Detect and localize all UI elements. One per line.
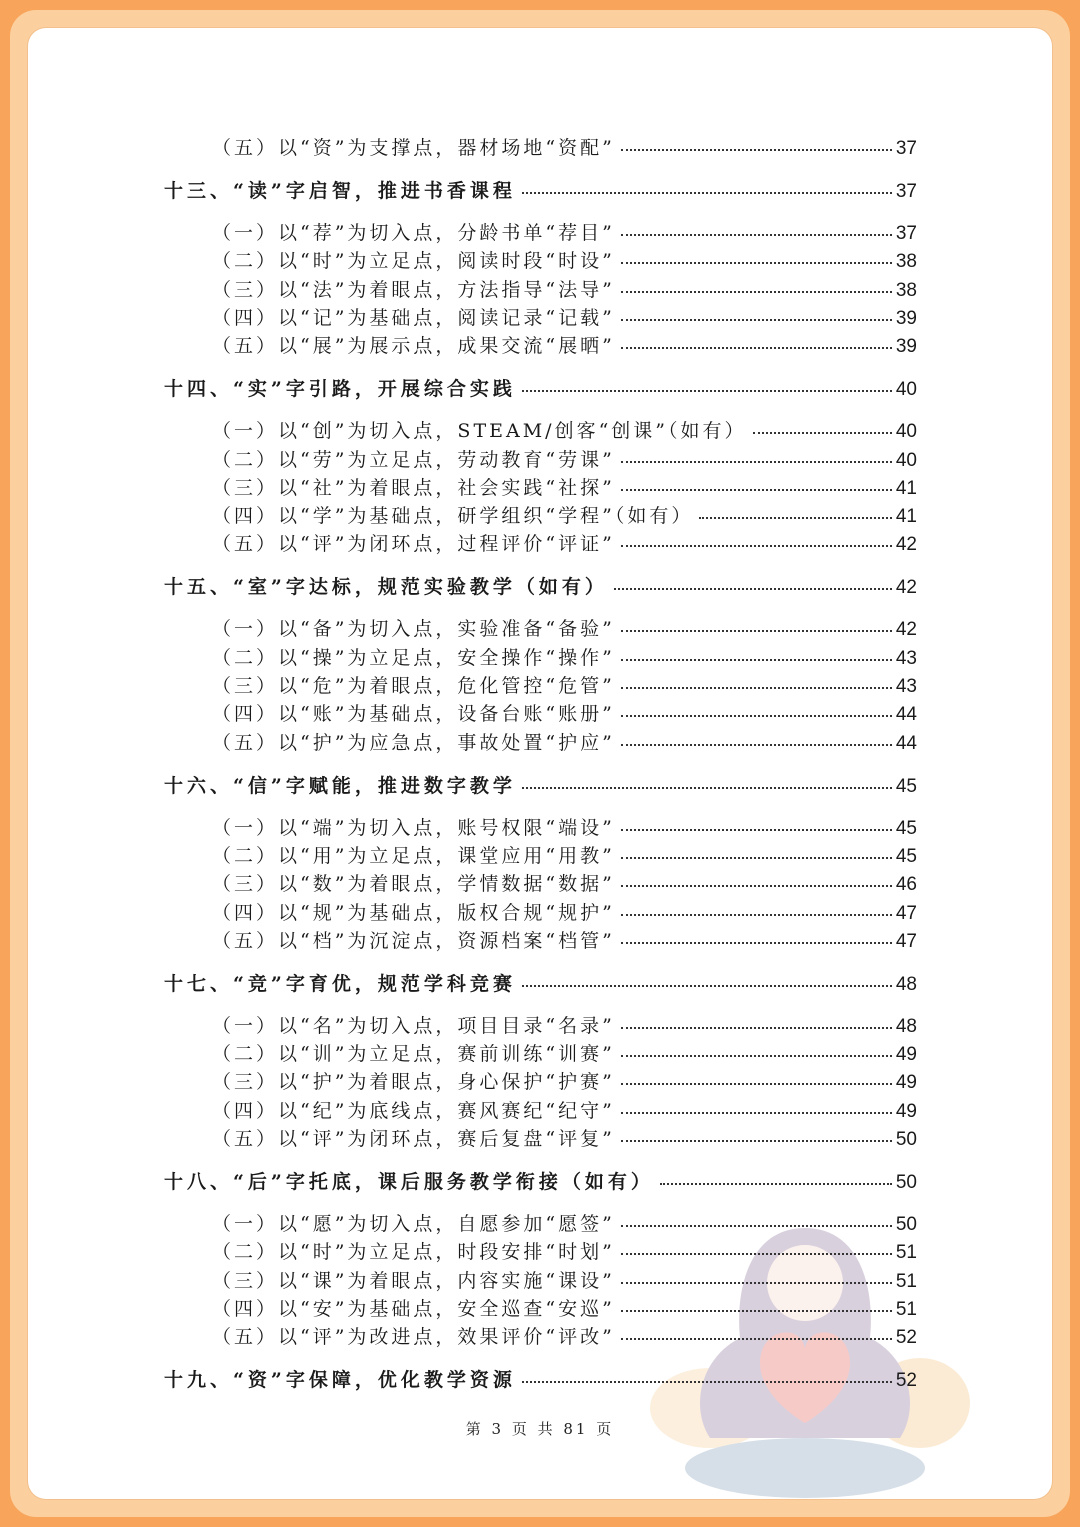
toc-entry-title: （四）以“安”为基础点，安全巡查“安巡” <box>212 1297 615 1320</box>
dot-leader <box>621 626 892 632</box>
toc-section-entry[interactable] <box>212 1039 917 1066</box>
toc-entry-page: 41 <box>895 506 917 528</box>
toc-chapter-entry[interactable] <box>164 176 917 203</box>
dot-leader <box>621 853 892 859</box>
toc-entry-title: （五）以“护”为应急点，事故处置“护应” <box>212 731 615 754</box>
toc-entry-title: （二）以“时”为立足点，阅读时段“时设” <box>212 250 615 273</box>
toc-entry-title: （三）以“法”为着眼点，方法指导“法导” <box>212 278 615 301</box>
document-page <box>28 28 1052 1499</box>
toc-entry-title: 十三、“读”字启智，推进书香课程 <box>164 180 516 202</box>
toc-section-entry[interactable] <box>212 1011 917 1038</box>
toc-entry-page: 47 <box>895 930 917 952</box>
toc-entry-title: 十九、“资”字保障，优化教学资源 <box>164 1369 516 1392</box>
toc-entry-page: 48 <box>895 973 917 995</box>
toc-entry-title: （一）以“创”为切入点，STEAM/创客“创课”（如有） <box>212 420 747 443</box>
toc-entry-page: 43 <box>895 676 917 697</box>
toc-entry-page: 51 <box>895 1270 917 1292</box>
dot-leader <box>621 1051 892 1057</box>
toc-section-entry[interactable] <box>212 501 917 528</box>
toc-entry-title: （一）以“备”为切入点，实验准备“备验” <box>212 618 615 641</box>
dot-leader <box>621 1278 892 1284</box>
toc-section-entry[interactable] <box>212 671 917 698</box>
toc-entry-page: 42 <box>895 619 917 641</box>
toc-section-entry[interactable] <box>212 1294 917 1321</box>
dot-leader <box>621 343 892 349</box>
dot-leader <box>621 457 892 463</box>
toc-entry-page: 50 <box>895 1214 917 1235</box>
dot-leader <box>621 881 892 887</box>
toc-section-entry[interactable] <box>212 1237 917 1264</box>
dot-leader <box>621 910 892 916</box>
toc-section-entry[interactable] <box>212 133 917 160</box>
toc-entry-title: （一）以“荐”为切入点，分龄书单“荐目” <box>212 222 615 244</box>
toc-section-entry[interactable] <box>212 869 917 896</box>
dot-leader <box>621 1334 892 1340</box>
toc-entry-page: 42 <box>895 534 917 556</box>
dot-leader <box>621 655 892 661</box>
toc-entry-page: 49 <box>895 1100 917 1122</box>
toc-entry-page: 51 <box>895 1242 917 1264</box>
toc-section-entry[interactable] <box>212 1067 917 1094</box>
toc-entry-page: 45 <box>895 775 917 797</box>
toc-section-entry[interactable] <box>212 1266 917 1293</box>
toc-section-entry[interactable] <box>212 218 917 245</box>
dot-leader <box>621 315 892 321</box>
dot-leader <box>621 1023 892 1029</box>
toc-section-entry[interactable] <box>212 331 917 358</box>
dot-leader <box>522 386 892 392</box>
toc-chapter-entry[interactable] <box>164 572 917 599</box>
toc-entry-title: （五）以“评”为改进点，效果评价“评改” <box>212 1326 615 1349</box>
dot-leader <box>621 258 892 264</box>
dot-leader <box>621 485 892 491</box>
toc-entry-page: 46 <box>895 874 917 896</box>
toc-entry-title: （一）以“愿”为切入点，自愿参加“愿签” <box>212 1213 615 1235</box>
toc-entry-title: 十八、“后”字托底，课后服务教学衔接（如有） <box>164 1171 654 1193</box>
toc-entry-title: （二）以“训”为立足点，赛前训练“训赛” <box>212 1043 615 1066</box>
toc-entry-title: 十六、“信”字赋能，推进数字教学 <box>164 774 516 797</box>
dot-leader <box>621 740 892 746</box>
toc-entry-title: （二）以“操”为立足点，安全操作“操作” <box>212 646 615 669</box>
dot-leader <box>753 428 892 434</box>
toc-section-entry[interactable] <box>212 275 917 302</box>
dot-leader <box>621 230 892 236</box>
toc-entry-page: 40 <box>895 379 917 401</box>
dot-leader <box>614 584 892 590</box>
dot-leader <box>621 1306 892 1312</box>
toc-section-entry[interactable] <box>212 699 917 726</box>
toc-section-entry[interactable] <box>212 898 917 925</box>
toc-entry-page: 49 <box>895 1044 917 1066</box>
dot-leader <box>522 1377 892 1383</box>
toc-entry-page: 41 <box>895 477 917 499</box>
dot-leader <box>621 1079 892 1085</box>
toc-entry-page: 37 <box>895 181 917 202</box>
dot-leader <box>621 145 892 151</box>
toc-section-entry[interactable] <box>212 643 917 670</box>
toc-entry-title: （四）以“纪”为底线点，赛风赛纪“纪守” <box>212 1099 615 1122</box>
toc-entry-page: 39 <box>895 307 917 329</box>
toc-entry-title: （四）以“规”为基础点，版权合规“规护” <box>212 901 615 924</box>
toc-section-entry[interactable] <box>212 445 917 472</box>
toc-entry-page: 42 <box>895 577 917 599</box>
dot-leader <box>621 1108 892 1114</box>
toc-entry-title: （三）以“课”为着眼点，内容实施“课设” <box>212 1269 615 1292</box>
toc-section-entry[interactable] <box>212 841 917 868</box>
toc-entry-page: 48 <box>895 1015 917 1037</box>
toc-section-entry[interactable] <box>212 1096 917 1123</box>
toc-entry-title: （一）以“名”为切入点，项目目录“名录” <box>212 1014 615 1037</box>
toc-entry-title: 十四、“实”字引路，开展综合实践 <box>164 378 516 401</box>
toc-entry-page: 47 <box>895 902 917 924</box>
toc-entry-page: 43 <box>895 647 917 669</box>
toc-entry-title: （四）以“记”为基础点，阅读记录“记载” <box>212 306 615 329</box>
toc-section-entry[interactable] <box>212 926 917 953</box>
toc-entry-page: 52 <box>895 1370 917 1392</box>
toc-section-entry[interactable] <box>212 303 917 330</box>
toc-section-entry[interactable] <box>212 416 917 443</box>
toc-entry-page: 50 <box>895 1129 917 1150</box>
toc-entry-page: 50 <box>895 1172 917 1193</box>
toc-entry-title: （五）以“展”为展示点，成果交流“展晒” <box>212 335 615 358</box>
toc-section-entry[interactable] <box>212 473 917 500</box>
page-footer: 第 3 页 共 81 页 <box>465 1420 615 1438</box>
dot-leader <box>621 683 892 689</box>
dot-leader <box>522 188 892 194</box>
toc-section-entry[interactable] <box>212 614 917 641</box>
dot-leader <box>621 1136 892 1142</box>
toc-entry-title: （二）以“劳”为立足点，劳动教育“劳课” <box>212 448 615 471</box>
toc-section-entry[interactable] <box>212 1209 917 1236</box>
toc-entry-page: 44 <box>895 704 917 726</box>
toc-entry-title: （三）以“危”为着眼点，危化管控“危管” <box>212 675 615 697</box>
toc-entry-title: （二）以“时”为立足点，时段安排“时划” <box>212 1241 615 1264</box>
toc-chapter-entry[interactable] <box>164 1167 917 1194</box>
toc-entry-title: （五）以“评”为闭环点，过程评价“评证” <box>212 533 615 556</box>
dot-leader <box>621 825 892 831</box>
dot-leader <box>621 1221 892 1227</box>
toc-section-entry[interactable] <box>212 529 917 556</box>
toc-entry-title: 十五、“室”字达标，规范实验教学（如有） <box>164 576 608 599</box>
dot-leader <box>621 541 892 547</box>
toc-entry-page: 51 <box>895 1298 917 1320</box>
toc-entry-page: 38 <box>895 279 917 301</box>
dot-leader <box>660 1179 892 1185</box>
dot-leader <box>522 783 892 789</box>
toc-section-entry[interactable] <box>212 728 917 755</box>
toc-section-entry[interactable] <box>212 246 917 273</box>
toc-entry-title: （二）以“用”为立足点，课堂应用“用教” <box>212 844 615 867</box>
toc-chapter-entry[interactable] <box>164 374 917 401</box>
toc-entry-title: （四）以“学”为基础点，研学组织“学程”（如有） <box>212 505 694 528</box>
toc-entry-title: （四）以“账”为基础点，设备台账“账册” <box>212 703 615 726</box>
toc-entry-title: （五）以“档”为沉淀点，资源档案“档管” <box>212 929 615 952</box>
toc-entry-page: 40 <box>895 449 917 471</box>
toc-entry-title: 十七、“竞”字育优，规范学科竞赛 <box>164 972 516 995</box>
dot-leader <box>699 513 892 519</box>
toc-section-entry[interactable] <box>212 813 917 840</box>
toc-entry-page: 45 <box>895 845 917 867</box>
toc-entry-page: 44 <box>895 732 917 754</box>
dot-leader <box>621 711 892 717</box>
dot-leader <box>621 287 892 293</box>
dot-leader <box>621 1249 892 1255</box>
toc-entry-page: 37 <box>895 138 917 159</box>
toc-entry-page: 38 <box>895 251 917 273</box>
toc-entry-title: （三）以“数”为着眼点，学情数据“数据” <box>212 873 615 896</box>
toc-chapter-entry[interactable] <box>164 969 917 996</box>
toc-chapter-entry[interactable] <box>164 771 917 798</box>
toc-entry-page: 52 <box>895 1327 917 1349</box>
toc-entry-page: 39 <box>895 336 917 358</box>
toc-entry-page: 49 <box>895 1072 917 1094</box>
toc-section-entry[interactable] <box>212 1322 917 1349</box>
toc-entry-title: （五）以“资”为支撑点，器材场地“资配” <box>212 137 615 159</box>
toc-chapter-entry[interactable] <box>164 1365 917 1392</box>
toc-entry-title: （三）以“护”为着眼点，身心保护“护赛” <box>212 1071 615 1094</box>
toc-entry-title: （五）以“评”为闭环点，赛后复盘“评复” <box>212 1128 615 1150</box>
toc-entry-page: 45 <box>895 817 917 839</box>
dot-leader <box>621 938 892 944</box>
toc-entry-title: （一）以“端”为切入点，账号权限“端设” <box>212 816 615 839</box>
table-of-contents <box>28 28 1052 1499</box>
toc-entry-title: （三）以“社”为着眼点，社会实践“社探” <box>212 476 615 499</box>
toc-entry-page: 40 <box>895 421 917 443</box>
toc-entry-page: 37 <box>895 223 917 244</box>
toc-section-entry[interactable] <box>212 1124 917 1151</box>
dot-leader <box>522 981 892 987</box>
